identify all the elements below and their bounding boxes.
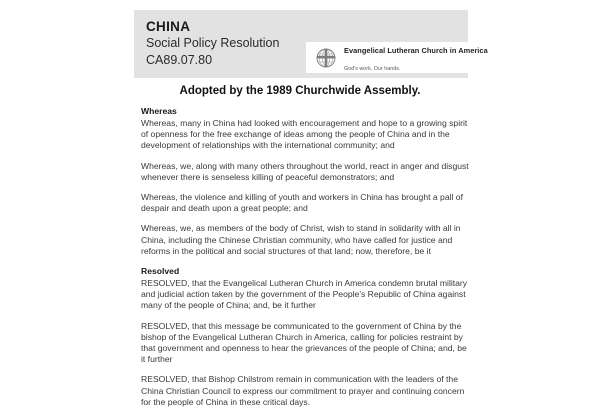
organization-name: Evangelical Lutheran Church in America <box>344 45 488 55</box>
organization-tagline: God's work. Our hands. <box>344 65 401 72</box>
header-title-block <box>146 19 279 69</box>
section-heading-whereas: Whereas <box>141 106 177 116</box>
adopted-statement: Adopted by the 1989 Churchwide Assembly. <box>179 85 421 97</box>
logo-wordmark <box>344 41 488 75</box>
document-header-band <box>134 10 488 78</box>
whereas-paragraph-2: Whereas, we, along with many others throughout the world, react in anger and disgust whenever there is senseless killing of peaceful demonstrators; and <box>141 160 469 182</box>
document-code-label: CA89.07.80 <box>146 53 213 67</box>
whereas-paragraph-3: Whereas, the violence and killing of youth and workers in China has brought a pall of despair and death upon a great people; and <box>141 192 463 214</box>
section-heading-resolved: Resolved <box>141 266 180 277</box>
document-type-label: Social Policy Resolution <box>146 36 280 50</box>
section-resolved <box>141 266 472 408</box>
resolution-body <box>141 106 472 417</box>
resolved-paragraph-3: RESOLVED, that Bishop Chilstrom remain in communication with the leaders of the China Christian Council to express our commitment to prayer and continuing concern for the people of China in these critical days. <box>141 374 465 407</box>
whereas-paragraph-4: Whereas, we, as members of the body of Christ, wish to stand in solidarity with all in China, including the Chinese Christian community, who have called for justice and reforms in the political and social structures of that land; now, therefore, be it <box>141 223 461 256</box>
organization-logo-lockup <box>306 42 488 73</box>
whereas-paragraph-1: Whereas, many in China had looked with encouragement and hope to a growing spirit of openness for the free exchange of ideas among the people of China and in the development of relationships with the international community; and <box>141 118 468 151</box>
page-title: CHINA <box>146 19 191 34</box>
elca-cross-globe-icon <box>315 47 337 69</box>
resolved-paragraph-1: RESOLVED, that the Evangelical Lutheran Church in America condemn brutal military and judicial action taken by the government of the People's Republic of China against many of the people of China; and, be it further <box>141 278 468 311</box>
section-whereas <box>141 106 472 257</box>
resolved-paragraph-2: RESOLVED, that this message be communicated to the government of China by the bishop of the Evangelical Lutheran Church in America, calling for policies restraint by that government and openness to hear the grievances of the people of China; and, be it further <box>141 320 467 365</box>
